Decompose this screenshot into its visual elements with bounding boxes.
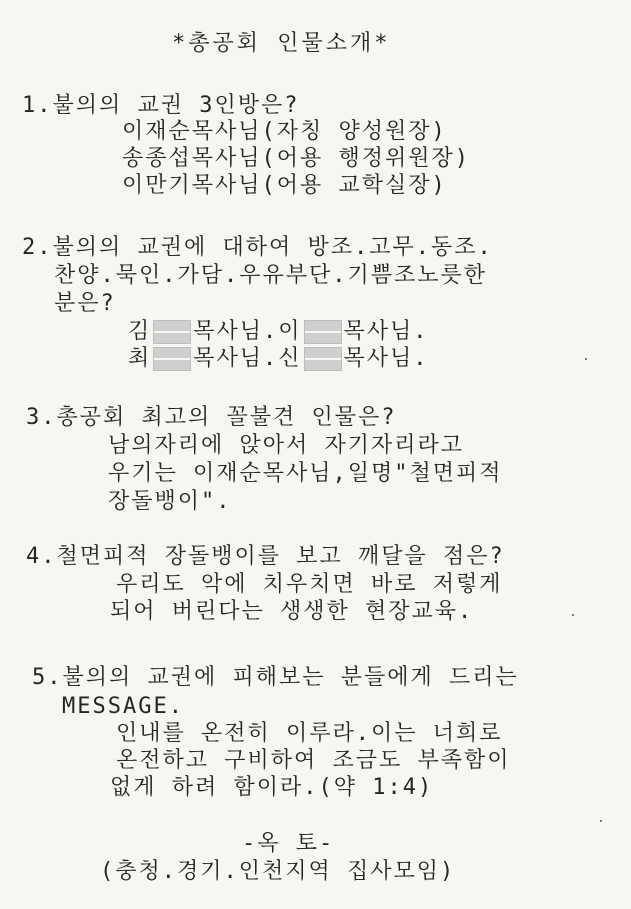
answer-2-row-1 <box>128 318 429 346</box>
question-2-line-1: 2.불의의 교권에 대하여 방조.고무.동조. <box>22 235 493 260</box>
message-heading: MESSAGE. <box>62 694 184 719</box>
scan-speck <box>600 820 602 822</box>
question-2-line-3: 분은? <box>54 291 116 316</box>
name-suffix: 목사님.신 <box>193 346 302 371</box>
answer-3-line-2: 우기는 이재순목사님,일명"철면피적 <box>108 461 503 486</box>
redaction-box <box>153 320 191 344</box>
answer-5-line-1: 인내를 온전히 이루라.이는 너희로 <box>116 721 503 746</box>
question-3: 3.총공회 최고의 꼴불견 인물은? <box>26 405 397 430</box>
answer-5-line-2: 온전하고 구비하여 조금도 부족함이 <box>116 748 511 773</box>
name-prefix: 최 <box>128 346 152 371</box>
question-2-line-2: 찬양.묵인.가담.우유부단.기쁨조노릇한 <box>54 263 488 288</box>
answer-1-line-2: 송종섭목사님(어용 행정위원장) <box>122 146 471 171</box>
answer-3-line-1: 남의자리에 앉아서 자기자리라고 <box>108 433 465 458</box>
scan-speck <box>572 614 574 616</box>
question-4: 4.철면피적 장돌뱅이를 보고 깨달을 점은? <box>26 544 505 569</box>
answer-4-line-2: 되어 버린다는 생생한 현장교육. <box>110 599 474 624</box>
answer-2-row-2 <box>128 345 429 373</box>
question-1: 1.불의의 교권 3인방은? <box>22 93 300 118</box>
name-prefix: 김 <box>128 319 152 344</box>
name-suffix: 목사님.이 <box>193 319 302 344</box>
document-title: *총공회 인물소개* <box>172 31 391 56</box>
answer-4-line-1: 우리도 악에 치우치면 바로 저렇게 <box>116 572 503 597</box>
footer-group: (충청.경기.인천지역 집사모임) <box>100 859 456 884</box>
name-suffix: 목사님. <box>343 346 429 371</box>
name-suffix: 목사님. <box>343 319 429 344</box>
redaction-box <box>153 347 191 371</box>
scan-speck <box>585 358 587 360</box>
answer-3-line-3: 장돌뱅이". <box>108 489 232 514</box>
answer-1-line-3: 이만기목사님(어용 교학실장) <box>122 173 447 198</box>
question-5: 5.불의의 교권에 피해보는 분들에게 드리는 <box>32 665 519 690</box>
footer-author: -옥 토- <box>242 831 335 856</box>
answer-1-line-1: 이재순목사님(자칭 양성원장) <box>122 119 447 144</box>
redaction-box <box>304 347 342 371</box>
redaction-box <box>304 320 342 344</box>
answer-5-line-3: 없게 하려 함이라.(약 1:4) <box>110 775 434 800</box>
